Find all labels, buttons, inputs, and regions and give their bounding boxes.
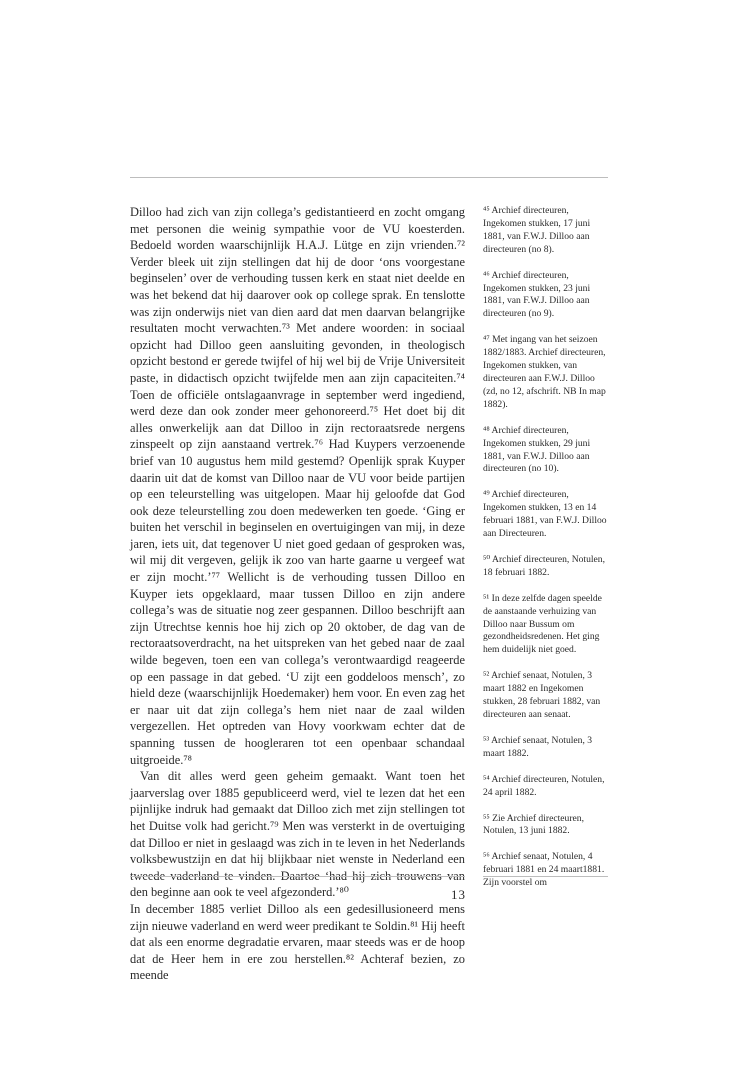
footnote-56: ⁵⁶ Archief senaat, Notulen, 4 februari 1881 en 24 maart1881. Zijn voorstel om (483, 851, 605, 889)
body-paragraph-3: In december 1885 verliet Dilloo als een gedesillusioneerd mens zijn nieuwe vaderland en werd weer predikant te Soldin.⁸¹ Hij heeft dat als een enorme degradatie ervaren, maar steeds was er de hoop dat de Heer hem in ere zou herstellen.⁸² Achteraf bezien, zo meende (130, 901, 465, 983)
body-paragraph-2: Van dit alles werd geen geheim gemaakt. Want toen het jaarverslag over 1885 gepubliceerd werd, viel te lezen dat het een pijnlijke indruk had gemaakt dat Dilloo zich met zijn stellingen tot het Duitse volk had gericht.⁷⁹ Men was versterkt in de overtuiging dat Dilloo er niet in geslaagd was zich in te leven in het Nederlands volksbewustzijn en dat hij blijkbaar niet wenste in Nederland een tweede vaderland te vinden. Daartoe ‘had hij zich trouwens van den beginne aan ook te veel afgezonderd.’⁸⁰ (130, 769, 465, 900)
footnote-47: ⁴⁷ Met ingang van het seizoen 1882/1883. Archief directeuren, Ingekomen stukken, van directeuren aan F.W.J. Dilloo (zd, no 12, afschrift. NB In map 1882). (483, 334, 606, 410)
body-paragraph-1: Dilloo had zich van zijn collega’s gedistantieerd en zocht omgang met personen die weinig sympathie voor de VU koesterden. Bedoeld worden waarschijnlijk H.A.J. Lütge en zijn vrienden.⁷² Verder bleek uit zijn stellingen dat hij de door ‘ons voorgestane beginselen’ over de verhouding tussen kerk en staat niet deelde en was het bekend dat hij daarover ook op college sprak. En tenslotte was zijn onderwijs niet van dien aard dat men daarvan belangrijke resultaten mocht verwachten.⁷³ Met andere woorden: in sociaal opzicht had Dilloo geen aansluiting gevonden, in theologisch opzicht bestond er gerede twijfel of hij wel bij de Vrije Universiteit paste, in didactisch opzicht twijfelde men aan zijn capaciteiten.⁷⁴ Toen de officiële ontslagaanvrage in september werd ingediend, werd deze dan ook zonder meer gehonoreerd.⁷⁵ Het doet bij dit alles onwerkelijk aan dat Dilloo in zijn rectoraatsrede nergens zinspeelt op zijn aanstaand vertrek.⁷⁶ Had Kuypers verzoenende brief van 10 augustus hem mild gestemd? Openlijk sprak Kuyper daarin uit dat de komst van Dilloo naar de VU voor beide partijen op een teleurstelling was uitgelopen. Maar hij geloofde dat God ook deze teleurstelling zou doen medewerken ten goede. ‘Ging er buiten het verschil in beginselen en overtuigingen van mij, in deze jaren, iets uit, dat tegenover U niet goed gedaan of gesproken was, wil mij dit vergeven, gelijk ik zoo van harte gaarne u vergeef wat er zijn mocht.’⁷⁷ Wellicht is de verhouding tussen Dilloo en Kuyper iets opgeklaard, maar tussen Dilloo en zijn andere collega’s was de situatie nog zeer gespannen. Dilloo beschrijft aan zijn Utrechtse kennis hoe hij zich op 20 oktober, de dag van de rectoraatsoverdracht, na het uitspreken van het gebed naar de zaal wilde begeven, toen een van collega’s verontwaardigd reageerde op een passage in dat gebed. ‘U zijt een goddeloos mensch’, zo hield deze (waarschijnlijk Hoedemaker) hem voor. En even zag het er naar uit dat zijn collega’s hem niet naar de zaal wilden vergezellen. Het optreden van Hovy voorkwam echter dat de spanning tussen de hoogleraren tot een openbaar schandaal uitgroeide.⁷⁸ (130, 205, 465, 767)
footnote-54: ⁵⁴ Archief directeuren, Notulen, 24 april 1882. (483, 773, 605, 798)
main-text-column (130, 204, 465, 984)
footnote-48: ⁴⁸ Archief directeuren, Ingekomen stukken, 29 juni 1881, van F.W.J. Dilloo aan directeuren (no 10). (483, 424, 591, 475)
bottom-rule-main (130, 876, 465, 877)
footnotes-column (483, 205, 608, 903)
footnote-51: ⁵¹ In deze zelfde dagen speelde de aanstaande verhuizing van Dilloo naar Bussum om gezondheidsredenen. Het ging hem duidelijk niet goed. (483, 592, 602, 656)
top-rule (130, 177, 608, 178)
page-number: 13 (451, 887, 466, 902)
footnote-53: ⁵³ Archief senaat, Notulen, 3 maart 1882. (483, 734, 593, 759)
footnote-49: ⁴⁹ Archief directeuren, Ingekomen stukken, 13 en 14 februari 1881, van F.W.J. Dilloo aan Directeuren. (483, 489, 607, 540)
footnote-50: ⁵⁰ Archief directeuren, Notulen, 18 februari 1882. (483, 553, 606, 578)
footnote-45: ⁴⁵ Archief directeuren, Ingekomen stukken, 17 juni 1881, van F.W.J. Dilloo aan directeuren (no 8). (483, 205, 591, 255)
footnote-55: ⁵⁵ Zie Archief directeuren, Notulen, 13 juni 1882. (483, 812, 584, 837)
footnote-46: ⁴⁶ Archief directeuren, Ingekomen stukken, 23 juni 1881, van F.W.J. Dilloo aan directeuren (no 9). (483, 269, 591, 320)
footnote-52: ⁵² Archief senaat, Notulen, 3 maart 1882 en Ingekomen stukken, 28 februari 1882, van directeuren aan senaat. (483, 670, 601, 720)
bottom-rule-notes (483, 876, 608, 877)
